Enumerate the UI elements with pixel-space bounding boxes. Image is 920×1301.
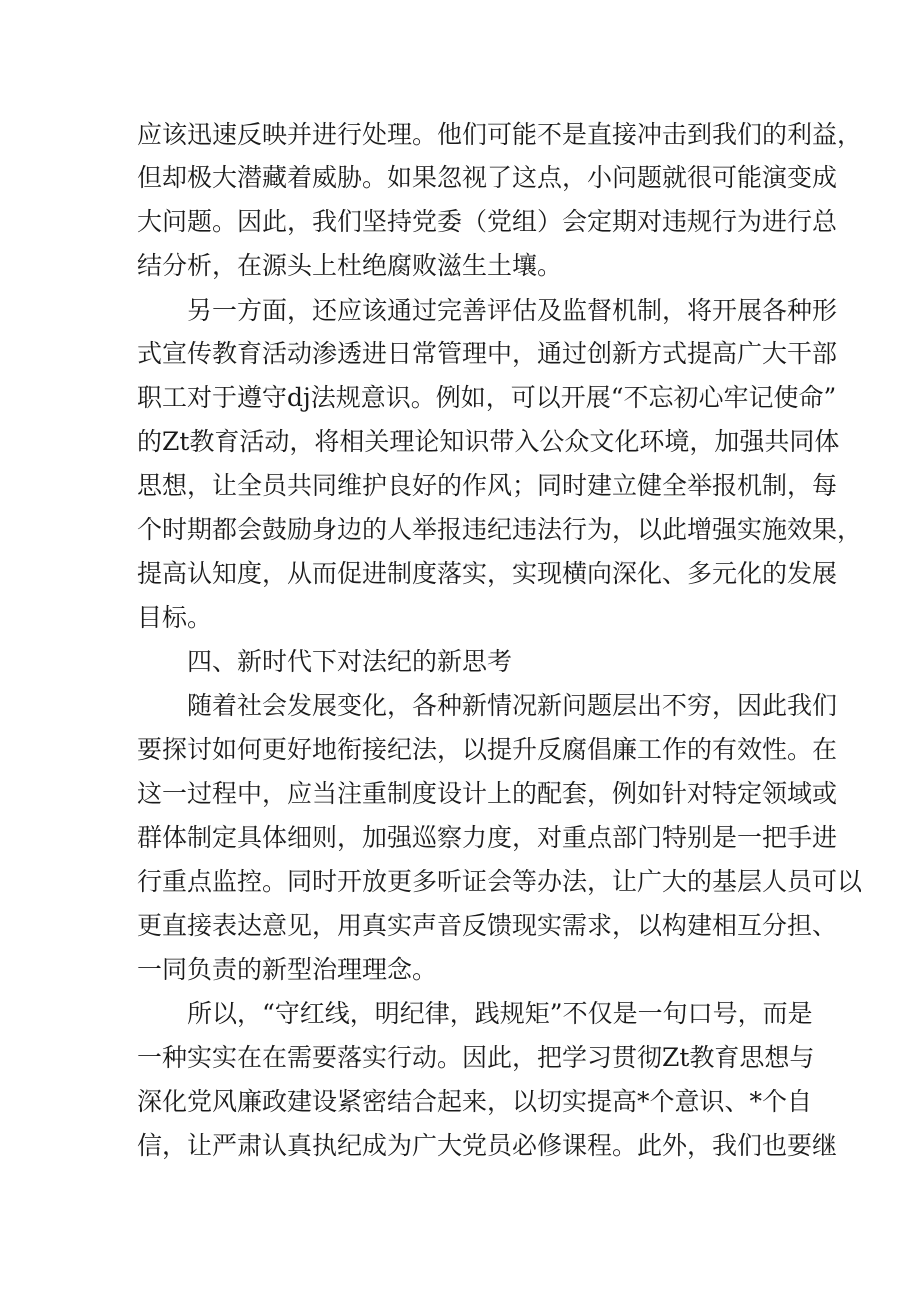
section-heading bbox=[0, 644, 920, 680]
text-line bbox=[0, 293, 920, 329]
text-line bbox=[0, 732, 920, 768]
line-text: 更直接表达意见，用真实声音反馈现实需求，以构建相互分担、 bbox=[137, 911, 838, 940]
text-line bbox=[0, 820, 920, 856]
line-text: 的Zt教育活动，将相关理论知识带入公众文化环境，加强共同体 bbox=[137, 427, 840, 456]
text-line bbox=[0, 688, 920, 724]
line-text: 随着社会发展变化，各种新情况新问题层出不穷，因此我们 bbox=[187, 691, 838, 720]
line-text: 提高认知度，从而促进制度落实，实现横向深化、多元化的发展 bbox=[137, 559, 838, 588]
text-line bbox=[0, 204, 920, 240]
text-line bbox=[0, 336, 920, 372]
text-line bbox=[0, 248, 920, 284]
line-text: 大问题。因此，我们坚持党委（党组）会定期对违规行为进行总 bbox=[137, 207, 838, 236]
line-text: 职工对于遵守dj法规意识。例如，可以开展“不忘初心牢记使命” bbox=[137, 383, 837, 412]
text-line bbox=[0, 512, 920, 548]
text-line bbox=[0, 468, 920, 504]
line-text: 但却极大潜藏着威胁。如果忽视了这点，小问题就很可能演变成 bbox=[137, 163, 838, 192]
text-line bbox=[0, 1128, 920, 1164]
text-line bbox=[0, 776, 920, 812]
text-line bbox=[0, 424, 920, 460]
line-text: 一同负责的新型治理理念。 bbox=[137, 955, 438, 984]
line-text: 应该迅速反映并进行处理。他们可能不是直接冲击到我们的利益， bbox=[137, 120, 863, 149]
text-line bbox=[0, 952, 920, 988]
text-line bbox=[0, 996, 920, 1032]
text-line bbox=[0, 117, 920, 153]
line-text: 深化党风廉政建设紧密结合起来，以切实提高*个意识、*个自 bbox=[137, 1087, 813, 1116]
text-line bbox=[0, 160, 920, 196]
text-line bbox=[0, 1040, 920, 1076]
line-text: 行重点监控。同时开放更多听证会等办法，让广大的基层人员可以 bbox=[137, 867, 863, 896]
line-text: 信，让严肃认真执纪成为广大党员必修课程。此外，我们也要继 bbox=[137, 1131, 838, 1160]
text-line bbox=[0, 380, 920, 416]
line-text: 所以，“守红线，明纪律，践规矩”不仅是一句口号，而是 bbox=[187, 999, 813, 1028]
line-text: 式宣传教育活动渗透进日常管理中，通过创新方式提高广大干部 bbox=[137, 339, 838, 368]
text-line bbox=[0, 864, 920, 900]
line-text: 要探讨如何更好地衔接纪法，以提升反腐倡廉工作的有效性。在 bbox=[137, 735, 838, 764]
line-text: 另一方面，还应该通过完善评估及监督机制，将开展各种形 bbox=[187, 296, 838, 325]
text-line bbox=[0, 556, 920, 592]
line-text: 结分析，在源头上杜绝腐败滋生土壤。 bbox=[137, 251, 563, 280]
text-line bbox=[0, 600, 920, 636]
line-text: 思想，让全员共同维护良好的作风；同时建立健全举报机制，每 bbox=[137, 471, 838, 500]
line-text: 群体制定具体细则，加强巡察力度，对重点部门特别是一把手进 bbox=[137, 823, 838, 852]
line-text: 个时期都会鼓励身边的人举报违纪违法行为，以此增强实施效果， bbox=[137, 515, 863, 544]
line-text: 一种实实在在需要落实行动。因此，把学习贯彻Zt教育思想与 bbox=[137, 1043, 815, 1072]
text-line bbox=[0, 908, 920, 944]
line-text: 这一过程中，应当注重制度设计上的配套，例如针对特定领域或 bbox=[137, 779, 838, 808]
heading-text: 四、新时代下对法纪的新思考 bbox=[187, 647, 513, 676]
line-text: 目标。 bbox=[137, 603, 213, 632]
text-line bbox=[0, 1084, 920, 1120]
